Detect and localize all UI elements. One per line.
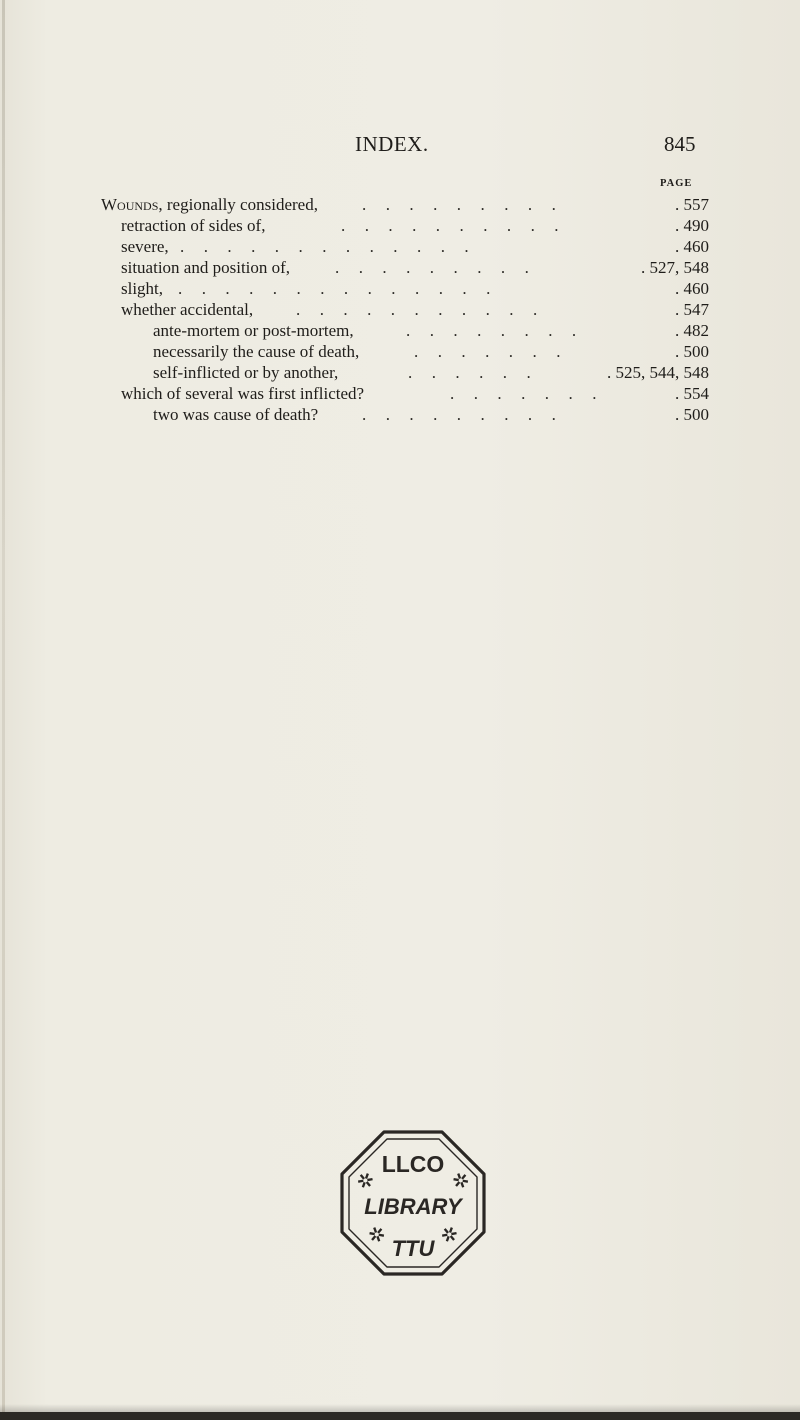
dot-leader: . . . . . . . . . xyxy=(335,258,537,277)
index-entry-term: situation and position of, xyxy=(121,258,291,277)
page-column-heading: PAGE xyxy=(660,178,693,189)
index-entry-term: self-inflicted or by another, xyxy=(153,363,339,382)
index-entry xyxy=(0,257,800,278)
stamp-top-text: LLCO xyxy=(381,1151,445,1177)
dot-leader: . . . . . . xyxy=(408,363,539,382)
index-entry-term: two was cause of death? xyxy=(153,405,319,424)
dot-leader: . . . . . . . . . xyxy=(362,405,564,424)
index-entry-term: whether accidental, xyxy=(121,300,254,319)
index-entry-pages: . 460 xyxy=(675,237,709,256)
index-entry xyxy=(0,194,800,215)
stamp-star-icon: ✲ xyxy=(362,1220,391,1250)
index-entry-term: retraction of sides of, xyxy=(121,216,266,235)
index-entry xyxy=(0,278,800,299)
index-entry-text: , regionally considered, xyxy=(158,195,318,214)
stamp-star-icon: ✲ xyxy=(446,1166,475,1196)
index-entry xyxy=(0,299,800,320)
dot-leader: . . . . . . . xyxy=(414,342,569,361)
index-entry xyxy=(0,404,800,425)
running-title: INDEX. xyxy=(355,132,429,156)
stamp-center-text: LIBRARY xyxy=(364,1194,462,1219)
page-bottom-edge xyxy=(0,1412,800,1420)
index-headword: Wounds xyxy=(101,195,159,214)
stamp-bottom-text: TTU xyxy=(391,1236,435,1261)
dot-leader: . . . . . . . . . . . xyxy=(296,300,545,319)
stamp-star-icon: ✲ xyxy=(351,1166,380,1196)
index-entry-pages: . 554 xyxy=(675,384,709,403)
index-entry-term: severe, xyxy=(121,237,169,256)
index-entry xyxy=(0,383,800,404)
index-entry-pages: . 547 xyxy=(675,300,709,319)
page-number: 845 xyxy=(664,132,696,156)
library-stamp xyxy=(338,1128,488,1278)
index-entry-pages: . 557 xyxy=(675,195,709,214)
stamp-star-icon: ✲ xyxy=(435,1220,464,1250)
dot-leader: . . . . . . . . . . xyxy=(341,216,567,235)
index-entry-pages: . 527, 548 xyxy=(641,258,709,277)
index-entry xyxy=(0,320,800,341)
dot-leader: . . . . . . . . . . . . . . xyxy=(178,279,498,298)
index-entry-pages: . 460 xyxy=(675,279,709,298)
index-entry-term: ante-mortem or post-mortem, xyxy=(153,321,354,340)
page-bottom-shadow xyxy=(0,1404,800,1412)
index-entry xyxy=(0,362,800,383)
index-entry-pages: . 482 xyxy=(675,321,709,340)
dot-leader: . . . . . . . xyxy=(450,384,605,403)
index-entry-list xyxy=(0,194,800,425)
index-entry-term: which of several was first inflicted? xyxy=(121,384,365,403)
index-entry xyxy=(0,215,800,236)
dot-leader: . . . . . . . . . . . . . xyxy=(180,237,477,256)
dot-leader: . . . . . . . . . xyxy=(362,195,564,214)
index-entry xyxy=(0,236,800,257)
index-entry-pages: . 500 xyxy=(675,342,709,361)
index-entry-term: necessarily the cause of death, xyxy=(153,342,360,361)
index-entry-term xyxy=(101,194,318,215)
page-header xyxy=(0,132,800,162)
index-entry-pages: . 490 xyxy=(675,216,709,235)
index-entry-pages: . 525, 544, 548 xyxy=(607,363,709,382)
index-entry xyxy=(0,341,800,362)
index-entry-pages: . 500 xyxy=(675,405,709,424)
dot-leader: . . . . . . . . xyxy=(406,321,584,340)
index-entry-term: slight, xyxy=(121,279,164,298)
